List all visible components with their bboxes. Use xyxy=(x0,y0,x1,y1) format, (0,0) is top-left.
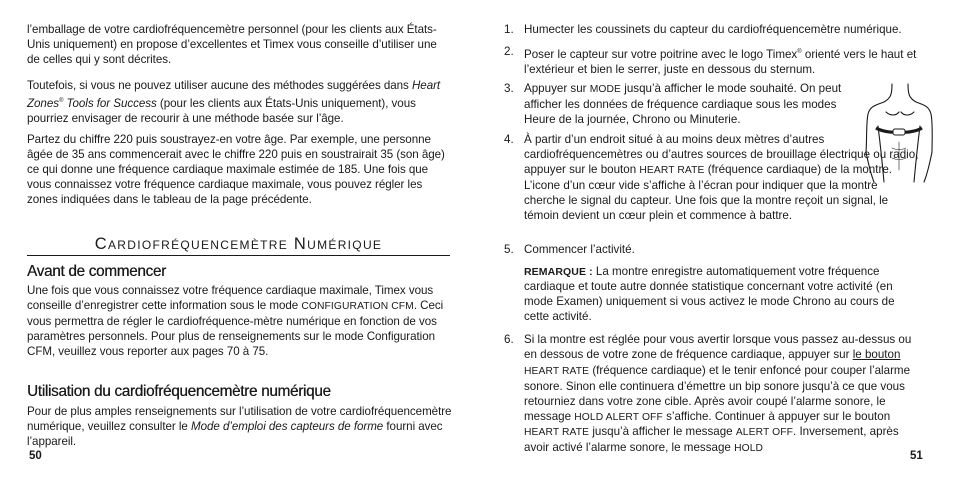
step-6-text-d: jusqu’à afficher le message xyxy=(589,425,736,439)
section-divider xyxy=(27,255,450,256)
button-underlined-text: le bouton xyxy=(852,347,901,361)
before-start-text-a: Une fois que vous connaissez votre fréquence cardiaque maximale, Timex vous conseille d’enregistrer cette information sous le mode xyxy=(27,284,434,312)
intro-paragraph xyxy=(27,23,452,68)
before-start-paragraph xyxy=(27,284,452,360)
step-6-text-c: s’affiche. Continuer à appuyer sur le bouton xyxy=(662,409,891,423)
step-number: 3. xyxy=(504,82,514,95)
subhead-usage: Utilisation du cardiofréquencemètre numérique xyxy=(27,383,331,400)
hold-label: HOLD xyxy=(734,443,764,455)
step-number: 2. xyxy=(504,45,514,58)
sensor-manual-title: Mode d’emploi des capteurs de forme xyxy=(190,419,384,433)
heart-rate-button-label: HEART RATE xyxy=(524,365,590,377)
config-mode-label: CONFIGURATION CFM xyxy=(301,300,414,312)
intro-text: l’emballage de votre cardiofréquencemètre personnel (pour les clients aux États-Unis uniquement) en propose d’excellentes et Timex vous conseille d’utiliser une de celles qui y sont décrites. xyxy=(27,23,437,66)
step-6-text-b: (fréquence cardiaque) et le tenir enfoncé pour couper l’alarme sonore. Sinon elle continuera d’émettre un bip sonore jusqu’à ce que vous retourniez dans votre zone cible. Après avoir coupé l’alarme sonore, le message xyxy=(524,363,911,423)
step-4-text-b: (fréquence cardiaque) de la montre. L’icone d’un cœur vide s’affiche à l’écran pour indiquer que la montre cherche le signal du capteur. Une fois que la montre reçoit un signal, le témoin devient un cœur plein et commence à battre. xyxy=(524,162,893,222)
step-number: 5. xyxy=(504,243,514,256)
step-3 xyxy=(524,82,856,128)
registered-mark: ® xyxy=(797,49,802,55)
step-4 xyxy=(524,133,920,223)
age-method-paragraph xyxy=(27,133,452,208)
section-title: Cardiofréquencemètre Numérique xyxy=(94,235,383,253)
step-6 xyxy=(524,333,920,457)
step-2-text-b: orienté vers le haut et l’extérieur et bien le serrer, juste en dessous du sternum. xyxy=(524,47,917,76)
step-number: 1. xyxy=(504,23,514,36)
step-4-text-a: À partir d’un endroit situé à au moins deux mètres d’autres cardiofréquencemètres ou d’autres sources de brouillage électrique ou radio, appuyer sur le bouton xyxy=(524,133,919,176)
subhead-before-start: Avant de commencer xyxy=(27,263,166,280)
step-5-text: Commencer l’activité. xyxy=(524,243,635,256)
step-2 xyxy=(524,45,920,78)
hold-alert-off-label: HOLD ALERT OFF xyxy=(574,411,663,423)
heart-zones-paragraph xyxy=(27,79,452,127)
step-3-text-b: jusqu’à afficher le mode souhaité. On peut afficher les données de fréquence cardiaque sous les modes Heure de la journée, Chrono ou Minuterie. xyxy=(524,82,842,126)
chest-sensor-figure-icon xyxy=(864,82,934,187)
note-label: REMARQUE : xyxy=(524,266,593,278)
note-text: La montre enregistre automatiquement votre fréquence cardiaque et toute autre donnée statistique concernant votre activité (en mode Examen) uniquement si vous activez le mode Chrono au cours de cette activité. xyxy=(524,265,895,323)
mode-button-label: MODE xyxy=(589,84,622,95)
usage-paragraph xyxy=(27,405,452,450)
registered-mark: ® xyxy=(58,97,64,104)
before-start-text-b: . Ceci vous permettra de régler le cardiofréquence-mètre numérique en fonction de vos paramètres personnels. Pour plus de renseignements sur le mode Configuration CFM, veuillez vous reporter aux pages 70 à 75. xyxy=(27,298,444,358)
note-paragraph xyxy=(524,265,920,325)
step-6-text-a: Si la montre est réglée pour vous avertir lorsque vous passez au-dessus ou en dessous de votre zone de fréquence cardiaque, appuyer sur xyxy=(524,333,912,361)
heart-rate-button-label: HEART RATE xyxy=(524,427,590,439)
heart-zones-text-a: Toutefois, si vous ne pouvez utiliser aucune des méthodes suggérées dans xyxy=(27,79,412,92)
step-1 xyxy=(524,23,920,38)
step-number: 4. xyxy=(504,133,514,146)
step-3-text-a: Appuyer sur xyxy=(524,82,590,95)
age-method-text: Partez du chiffre 220 puis soustrayez-en votre âge. Par exemple, une personne âgée de 35 ans commencerait avec le chiffre 220 puis en soustrairait 35 (son âge) ce qui donne une fréquence cardiaque maximale estimée de 185. Une fois que vous connaissez votre fréquence cardiaque maximale, vous pouvez régler les zones indiquées dans le tableau de la page précédente. xyxy=(27,133,445,206)
heart-zones-title-a: Heart Zones xyxy=(27,79,441,110)
step-5 xyxy=(524,243,920,258)
step-6-text-e: . Inversement, après avoir activé l’alarme sonore, le message xyxy=(524,425,899,455)
usage-text-b: fourni avec l’appareil. xyxy=(27,419,443,448)
page-number-left: 50 xyxy=(29,450,42,462)
alert-off-label: ALERT OFF xyxy=(735,427,793,439)
step-2-text-a: Poser le capteur sur votre poitrine avec le logo Timex xyxy=(524,47,798,61)
step-number: 6. xyxy=(504,333,514,346)
page-number-right: 51 xyxy=(910,450,923,462)
step-1-text: Humecter les coussinets du capteur du cardiofréquencemètre numérique. xyxy=(524,23,902,36)
usage-text-a: Pour de plus amples renseignements sur l’utilisation de votre cardiofréquencemètre numérique, veuillez consulter le xyxy=(27,405,452,433)
heart-zones-title-b: Tools for Success xyxy=(63,96,157,110)
heart-zones-text-b: (pour les clients aux États-Unis uniquement), vous pourriez envisager de recourir à une méthode basée sur l’âge. xyxy=(27,96,416,125)
heart-rate-button-label: HEART RATE xyxy=(639,164,705,176)
